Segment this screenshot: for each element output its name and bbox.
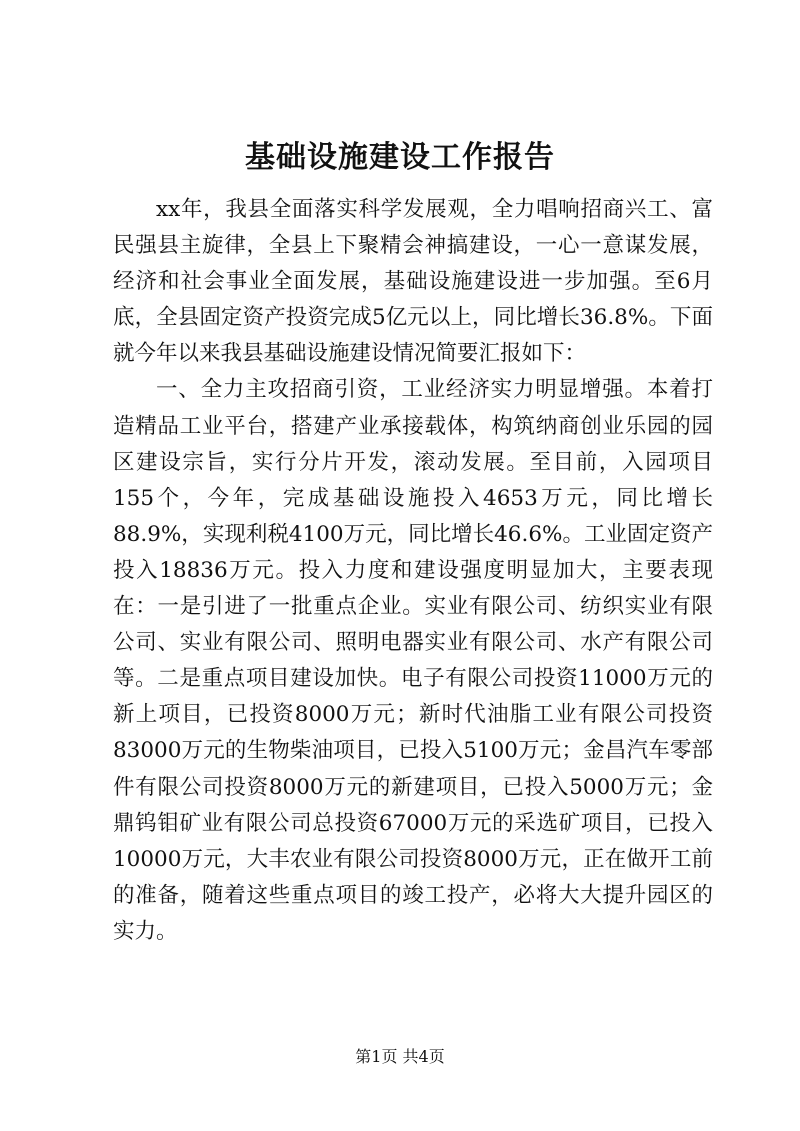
document-body	[113, 192, 713, 950]
page-title: 基础设施建设工作报告	[245, 140, 555, 175]
paragraph-section-one: 一、全力主攻招商引资，工业经济实力明显增强。本着打造精品工业平台，搭建产业承接载体，构筑纳商创业乐园的园区建设宗旨，实行分片开发，滚动发展。至目前，入园项目155个，今年，完成基础设施投入4653万元，同比增长88.9%，实现利税4100万元，同比增长46.6%。工业固定资产投入18836万元。投入力度和建设强度明显加大，主要表现在：一是引进了一批重点企业。实业有限公司、纺织实业有限公司、实业有限公司、照明电器实业有限公司、水产有限公司等。二是重点项目建设加快。电子有限公司投资11000万元的新上项目，已投资8000万元；新时代油脂工业有限公司投资83000万元的生物柴油项目，已投入5100万元；金昌汽车零部件有限公司投资8000万元的新建项目，已投入5000万元；金鼎钨钼矿业有限公司总投资67000万元的采选矿项目，已投入10000万元，大丰农业有限公司投资8000万元，正在做开工前的准备，随着这些重点项目的竣工投产，必将大大提升园区的实力。	[113, 377, 713, 944]
page-footer: 第1页 共4页	[355, 1047, 445, 1066]
paragraph-intro: xx年，我县全面落实科学发展观，全力唱响招商兴工、富民强县主旋律，全县上下聚精会神搞建设，一心一意谋发展，经济和社会事业全面发展，基础设施建设进一步加强。至6月底，全县固定资产投资完成5亿元以上，同比增长36.8%。下面就今年以来我县基础设施建设情况简要汇报如下：	[113, 197, 713, 367]
